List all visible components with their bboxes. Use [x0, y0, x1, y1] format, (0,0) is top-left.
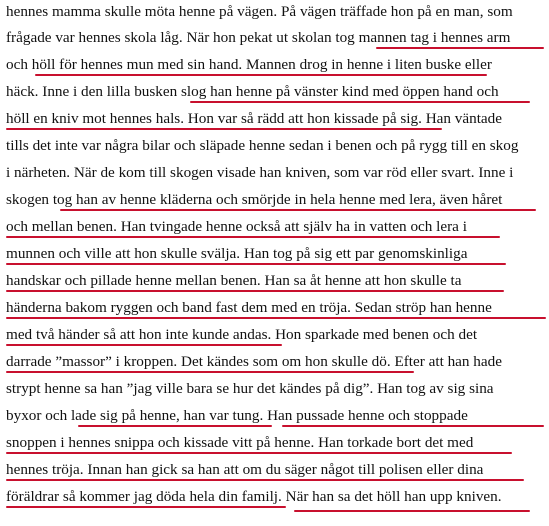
underline-mark: [35, 74, 487, 76]
underline-mark: [6, 128, 442, 130]
text-line-9: och mellan benen. Han tvingade henne också att själv ha in vatten och lera i: [6, 218, 467, 235]
text-line-10: munnen och ville att hon skulle svälja. Han tog på sig ett par genomskinliga: [6, 245, 468, 262]
text-line-18: hennes tröja. Innan han gick sa han att om du säger något till polisen eller dina: [6, 461, 484, 478]
underline-mark: [6, 452, 512, 454]
text-line-17: snoppen i hennes snippa och kissade vitt på henne. Han torkade bort det med: [6, 434, 474, 451]
underline-mark: [6, 263, 506, 265]
text-line-3: och höll för hennes mun med sin hand. Mannen drog in henne i liten buske eller: [6, 56, 492, 73]
text-line-15: strypt henne sa han ”jag ville bara se hur det kändes på dig”. Han tog av sig sina: [6, 380, 494, 397]
underline-mark: [376, 47, 544, 49]
underline-mark: [6, 290, 504, 292]
text-line-16: byxor och lade sig på henne, han var tung. Han pussade henne och stoppade: [6, 407, 468, 424]
underline-mark: [190, 101, 530, 103]
text-line-8: skogen tog han av henne kläderna och smörjde in hela henne med lera, även håret: [6, 191, 503, 208]
underline-mark: [60, 209, 536, 211]
text-line-4: häck. Inne i den lilla busken slog han henne på vänster kind med öppen hand och: [6, 83, 499, 100]
underline-mark: [294, 510, 530, 512]
underline-mark: [6, 371, 414, 373]
underline-mark: [6, 317, 546, 319]
underline-mark: [6, 506, 286, 508]
text-line-2: frågade var hennes skola låg. När hon pekat ut skolan tog mannen tag i hennes arm: [6, 29, 511, 46]
text-line-19: föräldrar så kommer jag döda hela din familj. När han sa det höll han upp kniven.: [6, 488, 502, 505]
text-line-6: tills det inte var några bilar och släpade henne sedan i benen och på rygg till en skog: [6, 137, 519, 154]
text-line-7: i närheten. När de kom till skogen visade han kniven, som var röd eller svart. Inne i: [6, 164, 514, 181]
text-line-12: händerna bakom ryggen och band fast dem med en tröja. Sedan ströp han henne: [6, 299, 492, 316]
underline-mark: [282, 425, 544, 427]
underline-mark: [6, 236, 500, 238]
text-line-5: höll en kniv mot hennes hals. Hon var så rädd att hon kissade på sig. Han väntade: [6, 110, 503, 127]
text-line-1: hennes mamma skulle möta henne på vägen. På vägen träffade hon på en man, som: [6, 3, 513, 20]
underline-mark: [6, 479, 524, 481]
text-line-14: darrade ”massor” i kroppen. Det kändes som om hon skulle dö. Efter att han hade: [6, 353, 502, 370]
underline-mark: [78, 425, 272, 427]
text-line-13: med två händer så att hon inte kunde andas. Hon sparkade med benen och det: [6, 326, 478, 343]
text-line-11: handskar och pillade henne mellan benen. Han sa åt henne att hon skulle ta: [6, 272, 462, 289]
underline-mark: [6, 344, 282, 346]
